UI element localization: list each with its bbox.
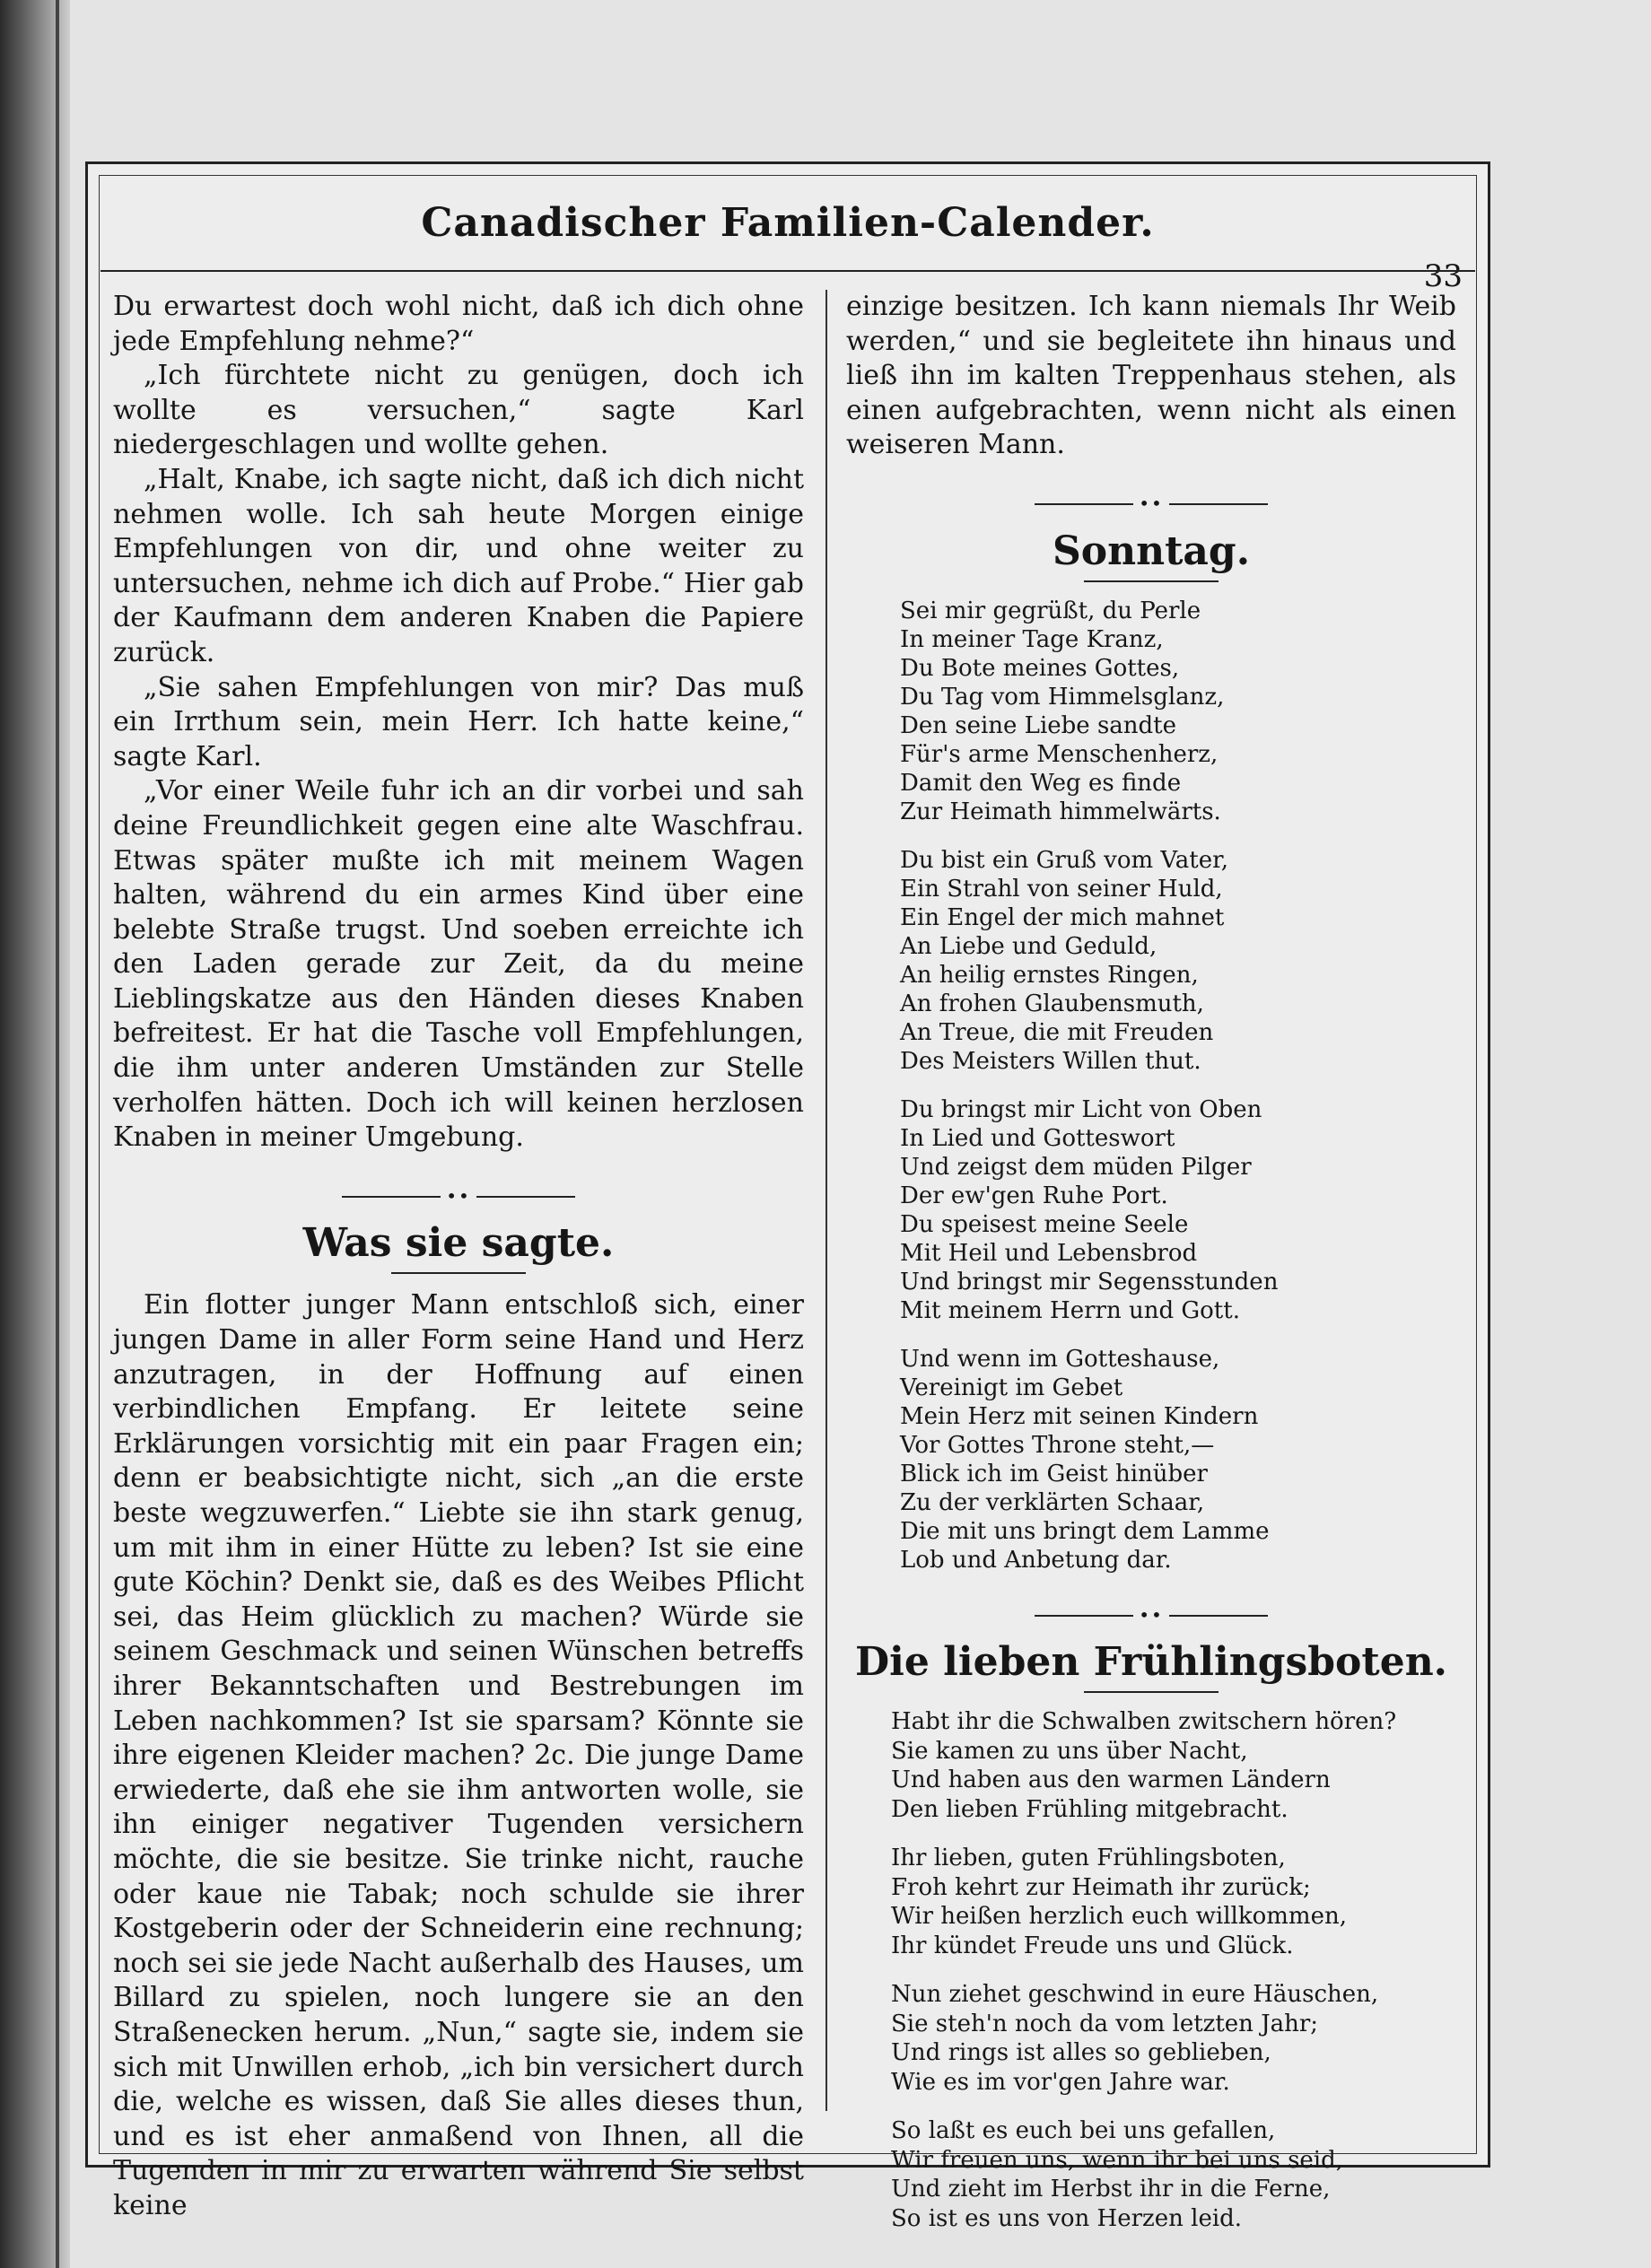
- story-paragraph: „Halt, Knabe, ich sagte nicht, daß ich dich nicht nehmen wolle. Ich sah heute Morgen einige Empfehlungen von dir, und ohne weiter zu untersuchen, nehme ich dich auf Probe.“ Hier gab der Kaufmann dem anderen Knaben die Papiere zurück.: [113, 463, 804, 668]
- story-paragraph: „Ich fürchtete nicht zu genügen, doch ich wollte es versuchen,“ sagte Karl niedergeschlagen und wollte gehen.: [113, 360, 804, 461]
- poem-fruehlingsboten: [891, 1707, 1456, 2233]
- poem-line: Und bringst mir Segensstunden: [900, 1268, 1279, 1295]
- poem-line: Wie es im vor'gen Jahre war.: [891, 2068, 1230, 2096]
- poem-line: Froh kehrt zur Heimath ihr zurück;: [891, 1873, 1311, 1901]
- poem-line: Vereinigt im Gebet: [900, 1374, 1123, 1401]
- poem-stanza: [891, 1844, 1456, 1960]
- poem-line: Mit meinem Herrn und Gott.: [900, 1296, 1240, 1324]
- poem-stanza: [900, 1345, 1456, 1575]
- poem-line: So laßt es euch bei uns gefallen,: [891, 2117, 1276, 2145]
- poem-line: Die mit uns bringt dem Lamme: [900, 1517, 1270, 1545]
- poem-line: Des Meisters Willen thut.: [900, 1047, 1201, 1075]
- poem-line: Du Bote meines Gottes,: [900, 654, 1180, 682]
- right-column: [846, 290, 1456, 2253]
- left-column: [113, 290, 804, 2223]
- section-ornament: ••: [113, 1179, 804, 1214]
- poem-stanza: [900, 1095, 1456, 1325]
- poem-line: Du bringst mir Licht von Oben: [900, 1095, 1262, 1123]
- poem-line: Mein Herz mit seinen Kindern: [900, 1402, 1259, 1430]
- poem-line: Zu der verklärten Schaar,: [900, 1488, 1205, 1516]
- poem-line: Sie steh'n noch da vom letzten Jahr;: [891, 2010, 1319, 2037]
- poem-line: Ein Engel der mich mahnet: [900, 903, 1225, 931]
- poem-line: Wir freuen uns, wenn ihr bei uns seid,: [891, 2146, 1344, 2174]
- poem-line: Habt ihr die Schwalben zwitschern hören?: [891, 1708, 1397, 1736]
- story-continuation: einzige besitzen. Ich kann niemals Ihr Weib werden,“ und sie begleitete ihn hinaus und ließ ihn im kalten Treppenhaus stehen, als einen aufgebrachten, wenn nicht als einen weiseren Mann.: [846, 291, 1456, 461]
- page-number: 33: [1423, 258, 1463, 294]
- story-paragraph: „Sie sahen Empfehlungen von mir? Das muß ein Irrthum sein, mein Herr. Ich hatte keine,“ sagte Karl.: [113, 671, 804, 772]
- poem-line: Sei mir gegrüßt, du Perle: [900, 597, 1201, 624]
- poem-line: Zur Heimath himmelwärts.: [900, 798, 1221, 825]
- story-paragraph: Ein flotter junger Mann entschloß sich, einer jungen Dame in aller Form seine Hand und Herz anzutragen, in der Hoffnung auf einen verbindlichen Empfang. Er leitete seine Erklärungen vorsichtig mit ein paar Fragen ein; denn er beabsichtigte nicht, sich „an die erste beste wegzuwerfen.“ Liebte sie ihn stark genug, um mit ihm in einer Hütte zu leben? Ist sie eine gute Köchin? Denkt sie, daß es des Weibes Pflicht sei, das Heim glücklich zu machen? Würde sie seinem Geschmack und seinen Wünschen betreffs ihrer Bekanntschaften und Bestrebungen im Leben nachkommen? Ist sie sparsam? Könnte sie ihre eigenen Kleider machen? 2c. Die junge Dame erwiederte, daß ehe sie ihm antworten wolle, sie ihn einiger negativer Tugenden versichern möchte, die sie besitze. Sie trinke nicht, rauche oder kaue nie Tabak; noch schulde sie ihrer Kostgeberin oder der Schneiderin eine rechnung; noch sei sie jede Nacht außerhalb des Hauses, um Billard zu spielen, noch lungere sie an den Straßenecken herum. „Nun,“ sagte sie, indem sie sich mit Unwillen erhob, „ich bin versichert durch die, welche es wissen, daß Sie alles dieses thun, und es ist eher anmaßend von Ihnen, all die Tugenden in mir zu erwarten während Sie selbst keine: [113, 1289, 804, 2221]
- story-paragraph: „Vor einer Weile fuhr ich an dir vorbei und sah deine Freundlichkeit gegen eine alte Waschfrau. Etwas später mußte ich mit meinem Wagen halten, während du ein armes Kind über eine belebte Straße trugst. Und soeben erreichte ich den Laden gerade zur Zeit, da du meine Lieblingskatze aus den Händen dieses Knaben befreitest. Er hat die Tasche voll Empfehlungen, die ihm unter anderen Umständen zur Stelle verholfen hätten. Doch ich will keinen herzlosen Knaben in meiner Umgebung.: [113, 775, 804, 1154]
- poem-line: In meiner Tage Kranz,: [900, 625, 1164, 653]
- story-paragraph: Du erwartest doch wohl nicht, daß ich dich ohne jede Empfehlung nehme?“: [113, 291, 804, 357]
- poem-line: Und wenn im Gotteshause,: [900, 1345, 1220, 1373]
- poem-line: Du speisest meine Seele: [900, 1210, 1189, 1238]
- poem-stanza: [900, 597, 1456, 826]
- poem-line: Damit den Weg es finde: [900, 769, 1182, 797]
- poem-line: Ihr kündet Freude uns und Glück.: [891, 1932, 1294, 1959]
- poem-line: So ist es uns von Herzen leid.: [891, 2204, 1243, 2232]
- poem-line: Und zieht im Herbst ihr in die Ferne,: [891, 2176, 1331, 2203]
- heading-underline: [1084, 580, 1219, 582]
- poem-sonntag: [900, 597, 1456, 1575]
- section-ornament: ••: [846, 1598, 1456, 1633]
- poem-line: Vor Gottes Throne steht,—: [900, 1431, 1215, 1459]
- poem-stanza: [900, 846, 1456, 1076]
- poem-stanza: [891, 2116, 1456, 2233]
- poem-line: Mit Heil und Lebensbrod: [900, 1239, 1198, 1267]
- poem-line: An heilig ernstes Ringen,: [900, 961, 1199, 989]
- section-ornament: ••: [846, 486, 1456, 521]
- poem-stanza: [891, 1980, 1456, 2097]
- calendar-page: [85, 161, 1490, 2232]
- poem-line: Blick ich im Geist hinüber: [900, 1460, 1208, 1487]
- heading-underline: [1084, 1691, 1219, 1693]
- poem-line: An Treue, die mit Freuden: [900, 1018, 1214, 1046]
- poem-line: Ihr lieben, guten Frühlingsboten,: [891, 1845, 1286, 1872]
- poem-line: Lob und Anbetung dar.: [900, 1546, 1172, 1574]
- poem-line: Und haben aus den warmen Ländern: [891, 1766, 1331, 1794]
- poem-line: Du Tag vom Himmelsglanz,: [900, 683, 1225, 711]
- poem-line: Der ew'gen Ruhe Port.: [900, 1182, 1168, 1209]
- poem-line: An Liebe und Geduld,: [900, 932, 1157, 960]
- poem-line: Den seine Liebe sandte: [900, 711, 1177, 739]
- poem-line: Wir heißen herzlich euch willkommen,: [891, 1903, 1347, 1931]
- poem-line: Und zeigst dem müden Pilger: [900, 1153, 1252, 1181]
- poem-line: Sie kamen zu uns über Nacht,: [891, 1737, 1248, 1765]
- poem-stanza: [891, 1707, 1456, 1824]
- scan-binding-shadow: [0, 0, 70, 2268]
- poem-line: Du bist ein Gruß vom Vater,: [900, 846, 1228, 874]
- scan-binding-line: [56, 0, 59, 2268]
- poem-line: An frohen Glaubensmuth,: [900, 990, 1204, 1017]
- poem-title-fruehlingsboten: Die lieben Frühlingsboten.: [855, 1639, 1447, 1686]
- heading-underline: [391, 1272, 526, 1274]
- poem-line: Nun ziehet geschwind in eure Häuschen,: [891, 1981, 1379, 2009]
- poem-line: Und rings ist alles so geblieben,: [891, 2039, 1271, 2067]
- column-divider: [826, 290, 827, 2111]
- page-header-title: Canadischer Familien-Calender.: [421, 200, 1155, 246]
- poem-line: Den lieben Frühling mitgebracht.: [891, 1795, 1288, 1823]
- poem-title-sonntag: Sonntag.: [1052, 528, 1251, 574]
- header-rule: [100, 270, 1475, 272]
- poem-line: Ein Strahl von seiner Huld,: [900, 875, 1223, 903]
- poem-line: In Lied und Gotteswort: [900, 1124, 1175, 1152]
- poem-line: Für's arme Menschenherz,: [900, 740, 1219, 768]
- section-heading-was-sie-sagte: Was sie sagte.: [302, 1220, 615, 1267]
